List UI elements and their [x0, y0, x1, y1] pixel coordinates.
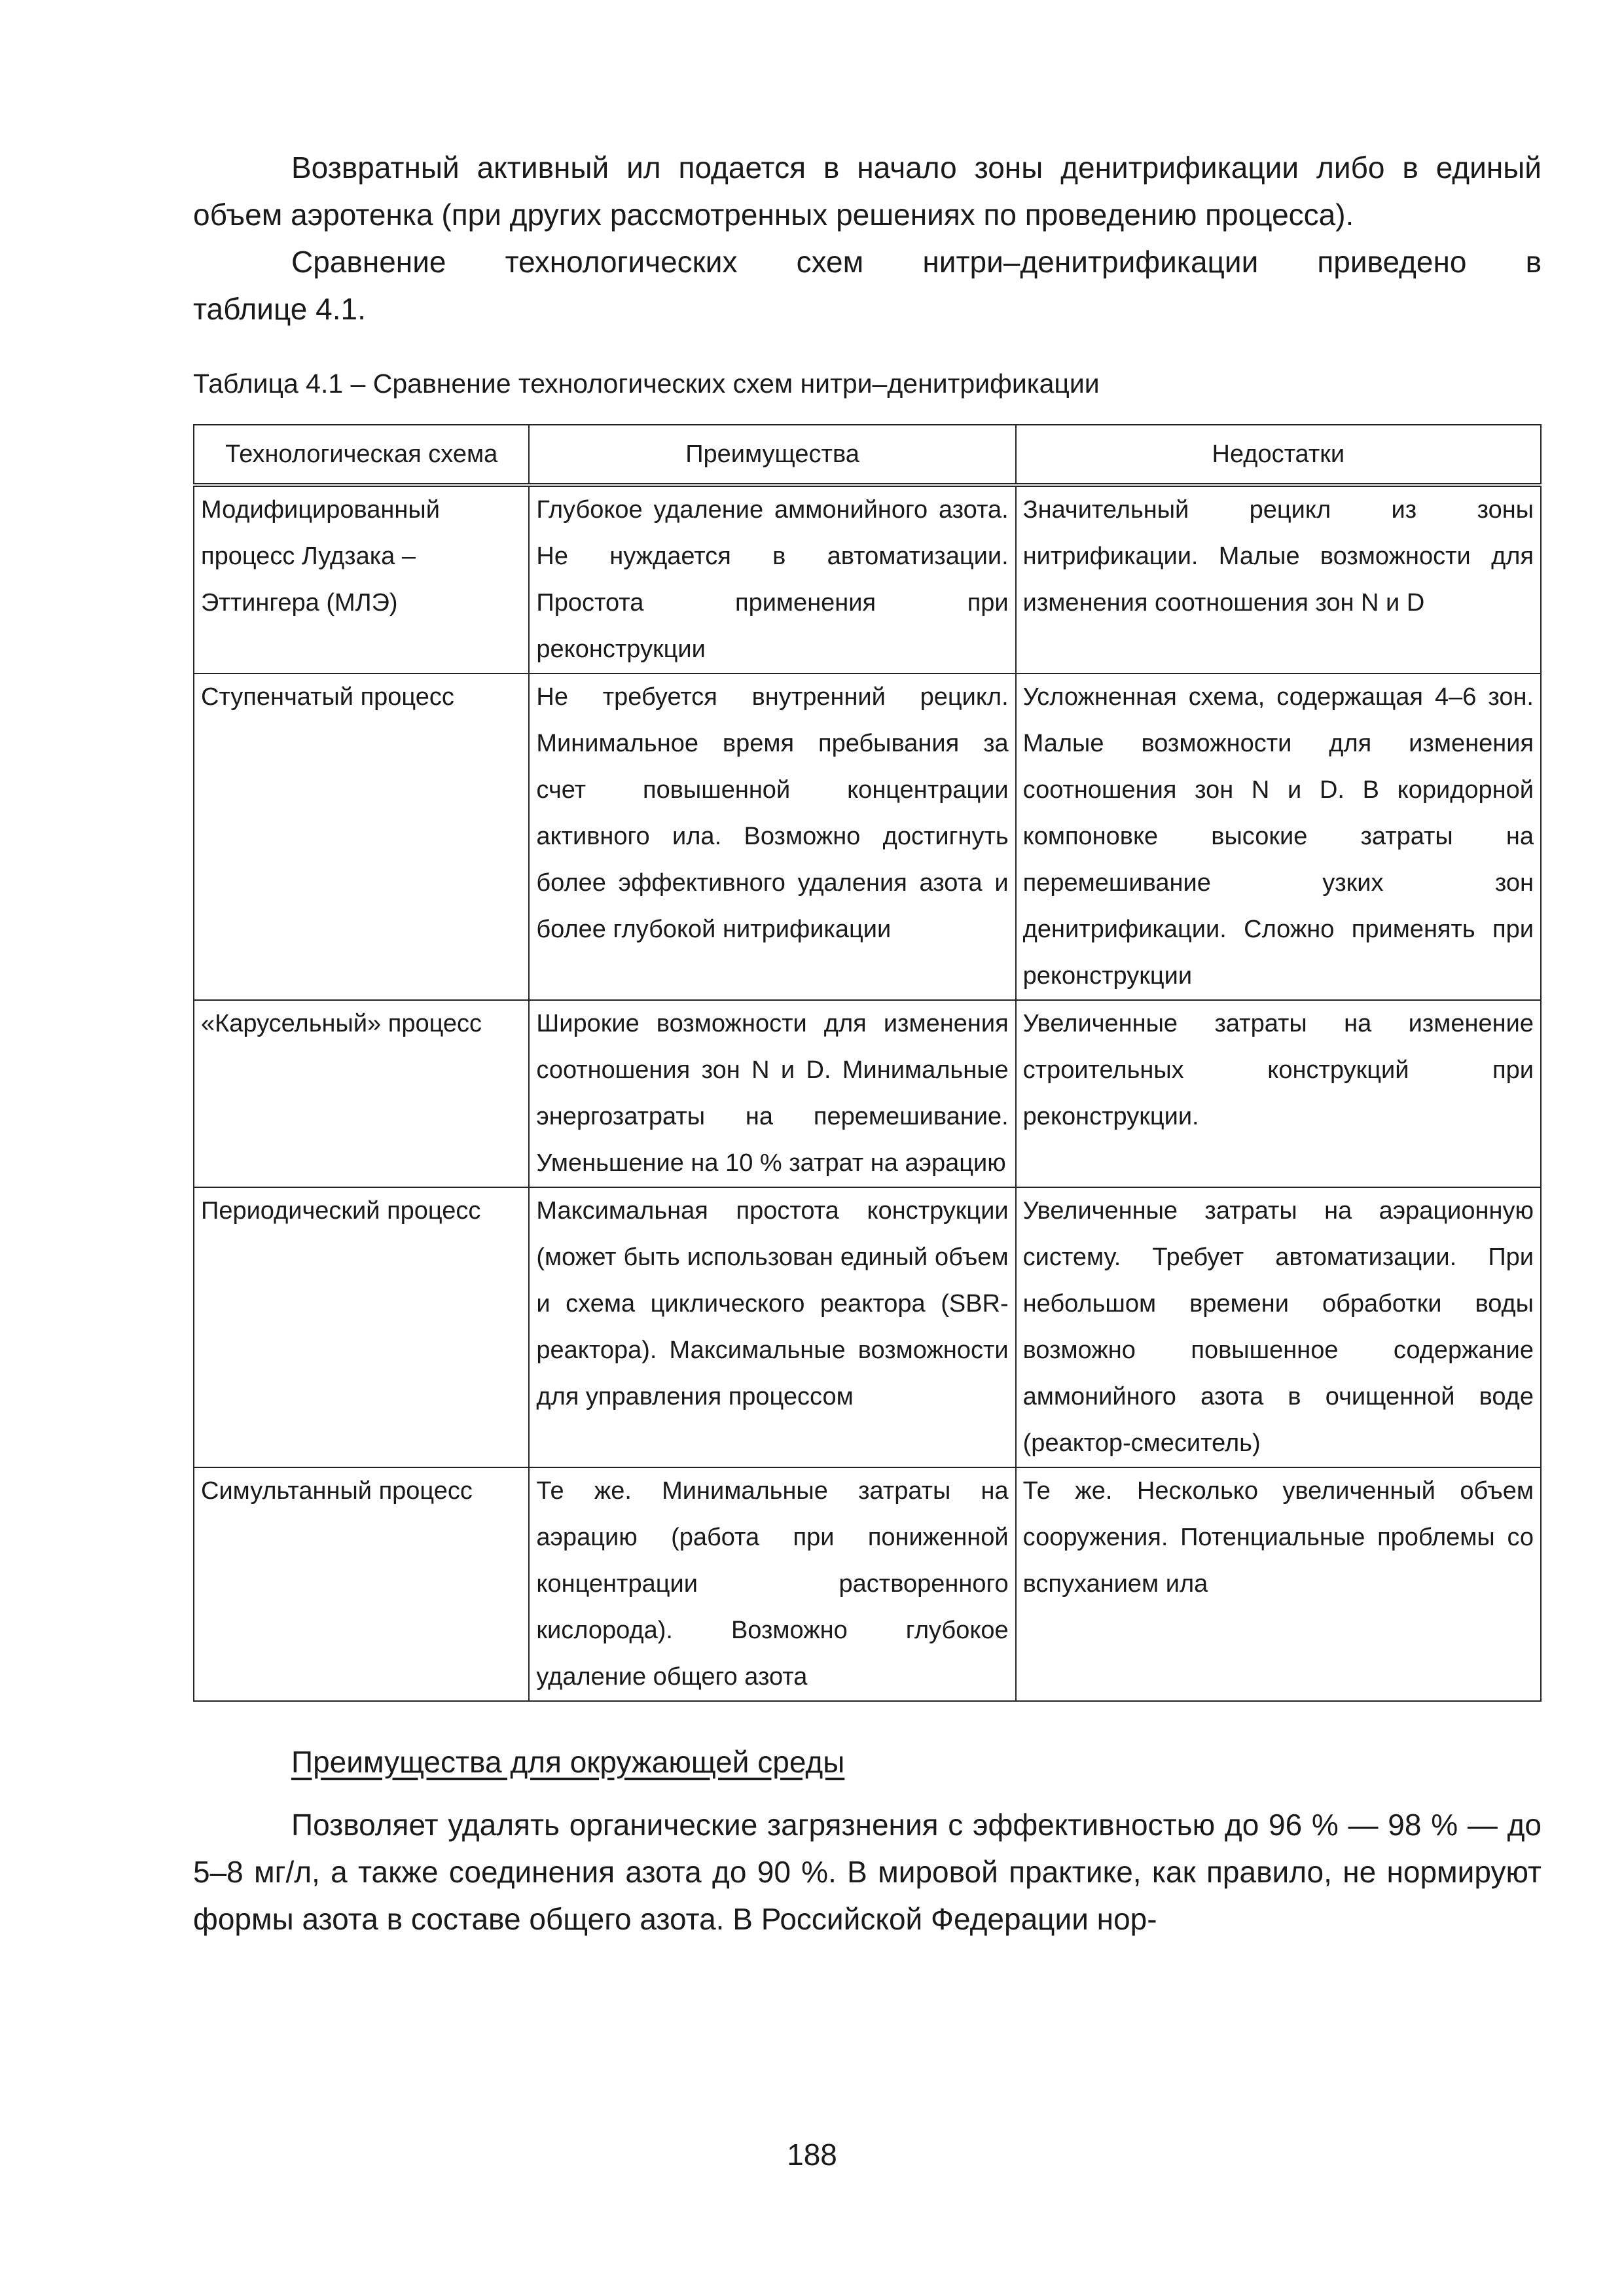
cell-disadvantages: Увеличенные затраты на изменение строительных конструкций при реконструкции.: [1016, 1000, 1541, 1187]
cell-advantages: Глубокое удаление аммонийного азота. Не нуждается в автоматизации. Простота применения при реконструкции: [529, 485, 1015, 673]
table-row: [194, 673, 1541, 1000]
header-disadvantages: Недостатки: [1016, 425, 1541, 485]
cell-scheme: Периодический процесс: [194, 1187, 529, 1467]
table-header-row: [194, 425, 1541, 485]
table-row: [194, 485, 1541, 673]
cell-disadvantages: Значительный рецикл из зоны нитрификации. Малые возможности для изменения соотношения зон N и D: [1016, 485, 1541, 673]
intro-paragraph-1: Возвратный активный ил подается в начало зоны денитрификации либо в единый объем аэротенка (при других рассмотренных решениях по проведению процесса).: [193, 151, 1542, 232]
environment-paragraph: Позволяет удалять органические загрязнения с эффективностью до 96 % — 98 % — до 5–8 мг/л, а также соединения азота до 90 %. В мировой практике, как правило, не нормируют формы азота в составе общего азота. В Российской Федерации нор-: [193, 1808, 1542, 1936]
cell-advantages: Максимальная простота конструкции (может быть использован единый объем и схема циклического реактора (SBR-реактора). Максимальные возможности для управления процессом: [529, 1187, 1015, 1467]
table-row: [194, 1000, 1541, 1187]
cell-advantages: Широкие возможности для изменения соотношения зон N и D. Минимальные энергозатраты на перемешивание. Уменьшение на 10 % затрат на аэрацию: [529, 1000, 1015, 1187]
intro-paragraph-2-line-1: Сравнение технологических схем нитри–денитрификации приведено в: [291, 245, 1542, 279]
intro-paragraph-2-line-2: таблице 4.1.: [193, 292, 366, 326]
table-caption: Таблица 4.1 – Сравнение технологических схем нитри–денитрификации: [193, 368, 1100, 399]
cell-disadvantages: Усложненная схема, содержащая 4–6 зон. Малые возможности для изменения соотношения зон N и D. В коридорной компоновке высокие затраты на перемешивание узких зон денитрификации. Сложно применять при реконструкции: [1016, 673, 1541, 1000]
cell-scheme: «Карусельный» процесс: [194, 1000, 529, 1187]
cell-disadvantages: Увеличенные затраты на аэрационную систему. Требует автоматизации. При небольшом времени обработки воды возможно повышенное содержание аммонийного азота в очищенной воде (реактор-смеситель): [1016, 1187, 1541, 1467]
cell-advantages: Те же. Минимальные затраты на аэрацию (работа при пониженной концентрации растворенного кислорода). Возможно глубокое удаление общего азота: [529, 1467, 1015, 1701]
table-row: [194, 1187, 1541, 1467]
comparison-table: [193, 424, 1542, 1702]
table-row: [194, 1467, 1541, 1701]
cell-scheme: Ступенчатый процесс: [194, 673, 529, 1000]
cell-scheme: Симультанный процесс: [194, 1467, 529, 1701]
document-page: [193, 144, 1542, 1943]
header-advantages: Преимущества: [529, 425, 1015, 485]
environment-heading: Преимущества для окружающей среды: [291, 1745, 845, 1779]
cell-disadvantages: Те же. Несколько увеличенный объем сооружения. Потенциальные проблемы со вспуханием ила: [1016, 1467, 1541, 1701]
cell-advantages: Не требуется внутренний рецикл. Минимальное время пребывания за счет повышенной концентрации активного ила. Возможно достигнуть более эффективного удаления азота и более глубокой нитрификации: [529, 673, 1015, 1000]
cell-scheme: Модифицированный процесс Лудзака – Эттингера (МЛЭ): [194, 485, 529, 673]
header-scheme: Технологическая схема: [194, 425, 529, 485]
page-number: 188: [787, 2138, 837, 2172]
